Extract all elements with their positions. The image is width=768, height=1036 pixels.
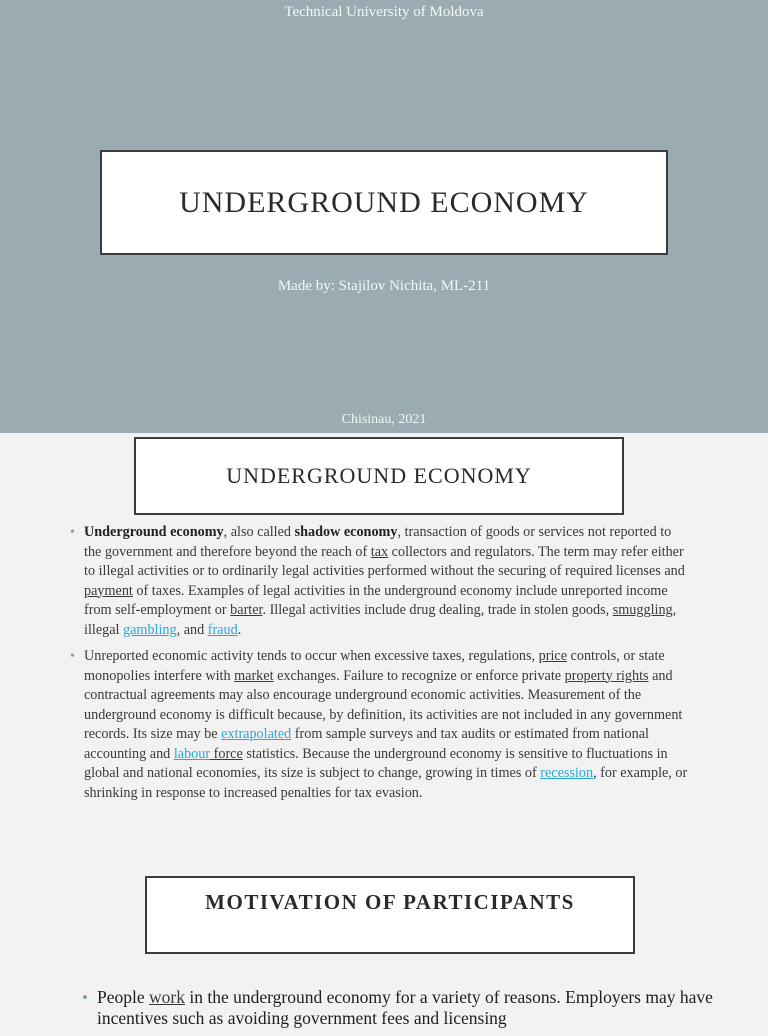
link-extrapolated[interactable]: extrapolated [221,726,292,742]
title-box [100,150,668,255]
slide-title-box [145,876,635,954]
term-underground-economy: Underground economy [84,524,224,540]
definition-slide [0,433,768,863]
text-run: collectors and regulators. The term may refer either to illegal activities or to ordinarily legal activities performed without the securing of required licenses and [84,543,685,579]
bullet-paragraph-2 [70,647,690,803]
text-run: controls, or state monopolies interfere with [84,648,665,684]
link-payment[interactable]: payment [84,582,133,599]
title-slide [0,0,768,433]
slide-title: MOTIVATION OF PARTICIPANTS [205,890,575,914]
link-smuggling[interactable]: smuggling [612,602,673,618]
text-run: , illegal [84,602,677,638]
link-property-rights[interactable]: property rights [564,667,649,684]
link-fraud[interactable]: fraud [207,621,238,638]
text-run: exchanges. Failure to recognize or enforce private [273,667,565,684]
bullet-paragraph-1 [70,523,690,640]
link-labour[interactable]: labour [173,745,211,762]
text-run: . [237,621,242,638]
presentation-title: UNDERGROUND ECONOMY [179,185,589,219]
institution-name: Technical University of Moldova [284,4,484,20]
place-date: Chisinau, 2021 [341,412,427,427]
motivation-slide [0,863,768,1028]
text-run: , and [176,621,208,638]
term-shadow-economy: shadow economy [294,524,398,540]
text-run: , for example, or shrinking in response to increased penalties for tax evasion. [84,765,688,801]
bullet-paragraph-1 [82,987,722,1029]
link-barter[interactable]: barter [230,602,263,618]
text-run: , also called [223,524,295,540]
link-force[interactable]: force [210,745,243,762]
text-run: Unreported economic activity tends to occur when excessive taxes, regulations, [84,648,539,664]
link-work[interactable]: work [149,987,185,1007]
text-run: from sample surveys and tax audits or estimated from national accounting and [84,726,649,762]
text-run: in the underground economy for a variety of reasons. Employers may have incentives such as avoiding government fees and licensing [97,987,713,1028]
text-run: of taxes. Examples of legal activities in the underground economy include unreported income from self-employment or [84,582,668,618]
slide-body [82,987,722,1036]
slide-body [70,523,690,810]
text-run: . Illegal activities include drug dealing, trade in stolen goods, [262,602,613,618]
link-gambling[interactable]: gambling [123,621,177,638]
bullet-icon: • [70,525,75,540]
text-run: statistics. Because the underground economy is sensitive to fluctuations in global and national economies, its size is subject to change, growing in times of [84,745,668,781]
slide-title-box [134,437,624,515]
text-run: People [97,987,150,1007]
text-run: , transaction of goods or services not reported to the government and therefore beyond the reach of [84,524,672,560]
author-line: Made by: Stajilov Nichita, ML-211 [277,278,491,294]
bullet-icon: • [70,649,75,664]
text-run: and contractual agreements may also encourage underground economic activities. Measurement of the underground economy is difficult because, by definition, its activities are not included in any government records. Its size may be [84,667,683,742]
link-recession[interactable]: recession [540,765,594,781]
slide-title: UNDERGROUND ECONOMY [226,463,532,488]
link-tax[interactable]: tax [370,543,389,560]
link-market[interactable]: market [234,667,274,684]
link-price[interactable]: price [538,648,567,664]
bullet-icon: • [82,988,88,1007]
